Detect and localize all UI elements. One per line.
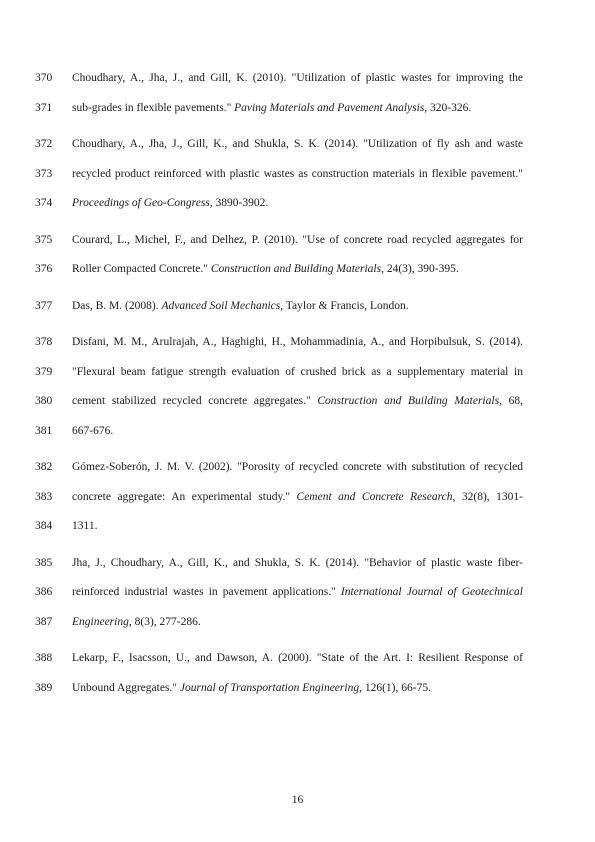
reference-text	[72, 164, 523, 184]
reference-text	[72, 332, 523, 352]
text-segment: Disfani, M. M., Arulrajah, A., Haghighi, H., Mohammadinia, A., and Horpibulsuk, S. (2014).	[72, 336, 523, 348]
line-number: 378	[35, 336, 53, 348]
line-number: 389	[35, 681, 53, 694]
line-number: 374	[35, 197, 53, 209]
line-number: 382	[35, 461, 53, 473]
line-number: 377	[35, 299, 53, 312]
line-number: 372	[35, 138, 53, 150]
text-segment: Jha, J., Choudhary, A., Gill, K., and Shukla, S. K. (2014). "Behavior of plastic waste fiber-	[72, 556, 523, 569]
italic-title-text: Engineering	[72, 615, 129, 628]
text-segment: sub-grades in flexible pavements."	[72, 101, 235, 114]
italic-title-text: Construction and Building Materials	[210, 263, 382, 275]
text-segment: concrete aggregate: An experimental study."	[72, 490, 297, 503]
line-number: 384	[35, 520, 53, 532]
reference-line	[0, 193, 595, 213]
text-segment: , 24(3), 390-395.	[381, 263, 459, 275]
reference-line	[0, 68, 595, 88]
text-segment: reinforced industrial wastes in pavement applications."	[72, 586, 341, 598]
reference-line	[0, 487, 595, 507]
reference-text	[72, 259, 523, 279]
reference-text	[72, 487, 523, 507]
reference-line	[0, 296, 595, 316]
text-segment: , 32(8), 1301-	[452, 490, 523, 503]
text-segment: Roller Compacted Concrete."	[72, 263, 211, 275]
reference-line	[0, 259, 595, 279]
reference-text	[72, 391, 523, 411]
reference-line	[0, 457, 595, 477]
italic-title-text: Paving Materials and Pavement Analysis	[234, 101, 425, 114]
text-segment: Das, B. M. (2008).	[72, 299, 162, 312]
line-number: 380	[35, 395, 53, 407]
reference-text	[72, 362, 523, 382]
line-number: 385	[35, 556, 53, 569]
text-segment: cement stabilized recycled concrete aggregates."	[72, 395, 318, 407]
italic-title-text: Construction and Building Materials	[317, 395, 500, 407]
reference-text	[72, 134, 523, 154]
text-segment: , 8(3), 277-286.	[128, 615, 201, 628]
italic-title-text: International Journal of Geotechnical	[340, 586, 523, 598]
text-segment: , 126(1), 66-75.	[359, 681, 431, 694]
line-number: 388	[35, 652, 53, 664]
reference-text	[72, 68, 523, 88]
line-number: 375	[35, 233, 53, 246]
reference-text	[72, 553, 523, 573]
reference-text	[72, 516, 523, 536]
reference-line	[0, 332, 595, 352]
italic-title-text: Journal of Transportation Engineering	[179, 681, 360, 694]
text-segment: Courard, L., Michel, F., and Delhez, P. (2010). "Use of concrete road recycled aggregates for	[72, 233, 523, 246]
text-segment: Choudhary, A., Jha, J., Gill, K., and Shukla, S. K. (2014). "Utilization of fly ash and waste	[72, 138, 523, 150]
reference-line	[0, 391, 595, 411]
reference-line	[0, 648, 595, 668]
text-segment: Lekarp, F., Isacsson, U., and Dawson, A. (2000). "State of the Art. I: Resilient Response of	[72, 652, 523, 664]
line-number: 386	[35, 586, 53, 598]
line-number: 383	[35, 490, 53, 503]
text-segment: , 320-326.	[424, 101, 472, 114]
reference-line	[0, 421, 595, 441]
reference-line	[0, 134, 595, 154]
reference-text	[72, 296, 523, 316]
reference-text	[72, 648, 523, 668]
text-segment: "Flexural beam fatigue strength evaluation of crushed brick as a supplementary material in	[72, 365, 523, 378]
italic-title-text: Advanced Soil Mechanics	[161, 299, 281, 312]
reference-text	[72, 678, 523, 698]
line-number: 371	[35, 101, 53, 114]
text-segment: , 68,	[499, 395, 523, 407]
text-segment: 1311.	[72, 520, 98, 532]
line-number: 387	[35, 615, 53, 628]
reference-text	[72, 457, 523, 477]
reference-text	[72, 421, 523, 441]
reference-line	[0, 678, 595, 698]
reference-text	[72, 98, 523, 118]
italic-title-text: Proceedings of Geo-Congress	[72, 197, 210, 209]
reference-line	[0, 612, 595, 632]
text-segment: , 3890-3902.	[209, 197, 269, 209]
text-segment: recycled product reinforced with plastic wastes as construction materials in flexible pavement."	[72, 167, 523, 180]
line-number: 379	[35, 365, 53, 378]
line-number: 381	[35, 424, 53, 437]
text-segment: Gómez-Soberón, J. M. V. (2002). "Porosity of recycled concrete with substitution of recycled	[72, 461, 523, 473]
reference-line	[0, 164, 595, 184]
reference-line	[0, 582, 595, 602]
text-segment: Choudhary, A., Jha, J., and Gill, K. (2010). "Utilization of plastic wastes for improving the	[72, 72, 523, 84]
italic-title-text: Cement and Concrete Research	[296, 490, 453, 503]
line-number: 376	[35, 263, 53, 275]
reference-line	[0, 230, 595, 250]
text-segment: 667-676.	[72, 424, 114, 437]
text-segment: Unbound Aggregates."	[72, 681, 180, 694]
line-number: 373	[35, 167, 53, 180]
page-number: 16	[291, 794, 304, 806]
reference-line	[0, 98, 595, 118]
reference-text	[72, 582, 523, 602]
text-segment: , Taylor & Francis, London.	[280, 299, 409, 312]
line-number: 370	[35, 72, 53, 84]
reference-line	[0, 553, 595, 573]
reference-text	[72, 612, 523, 632]
reference-text	[72, 230, 523, 250]
reference-line	[0, 362, 595, 382]
reference-text	[72, 193, 523, 213]
reference-line	[0, 516, 595, 536]
